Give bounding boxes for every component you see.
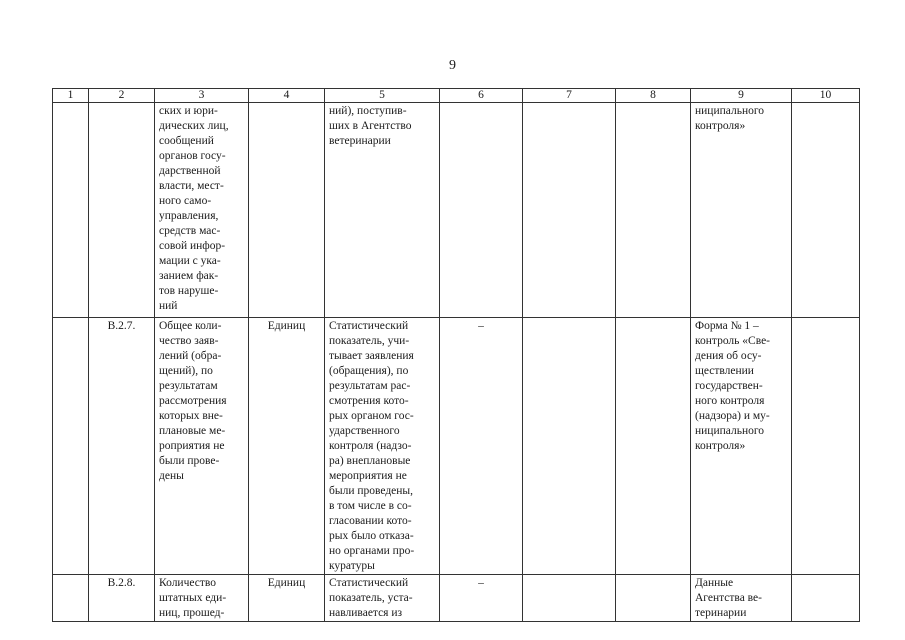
cell-col7 bbox=[523, 103, 616, 318]
cell-line: тывает заявления bbox=[329, 350, 414, 362]
cell-name bbox=[155, 318, 249, 575]
cell-line: лений (обра- bbox=[159, 350, 222, 362]
cell-line: но органами про- bbox=[329, 545, 415, 557]
header-cell: 6 bbox=[440, 89, 523, 103]
cell-line: результатам bbox=[159, 380, 218, 392]
cell-line: Агентства ве- bbox=[695, 592, 762, 604]
cell-line: были проведены, bbox=[329, 485, 414, 497]
cell-name bbox=[155, 575, 249, 622]
cell-col7 bbox=[523, 575, 616, 622]
cell-line: в том числе в со- bbox=[329, 500, 412, 512]
cell-line: показатель, уста- bbox=[329, 592, 413, 604]
cell-line: дения об осу- bbox=[695, 350, 762, 362]
cell-line: контроля» bbox=[695, 440, 746, 452]
cell-method bbox=[325, 575, 440, 622]
cell-name bbox=[155, 103, 249, 318]
cell-line: ного само- bbox=[159, 195, 212, 207]
cell-line: тов наруше- bbox=[159, 285, 219, 297]
cell-line: навливается из bbox=[329, 607, 403, 619]
header-row bbox=[53, 89, 860, 103]
cell-source bbox=[691, 318, 792, 575]
cell-line: мации с ука- bbox=[159, 255, 221, 267]
cell-line: чество заяв- bbox=[159, 335, 219, 347]
cell-line: ниц, прошед- bbox=[159, 607, 225, 619]
cell-col6: – bbox=[440, 575, 523, 622]
page-number: 9 bbox=[449, 58, 456, 73]
cell-line: плановые ме- bbox=[159, 425, 226, 437]
indicators-table bbox=[52, 88, 860, 622]
header-cell: 5 bbox=[325, 89, 440, 103]
cell-line: рых было отказа- bbox=[329, 530, 414, 542]
cell-method bbox=[325, 103, 440, 318]
cell-line: Количество bbox=[159, 577, 216, 589]
cell-source bbox=[691, 103, 792, 318]
cell-col8 bbox=[616, 103, 691, 318]
cell-col6 bbox=[440, 103, 523, 318]
cell-line: ниципального bbox=[695, 105, 765, 117]
cell-line: Данные bbox=[695, 577, 734, 589]
header-cell: 7 bbox=[523, 89, 616, 103]
cell-code: В.2.7. bbox=[89, 318, 155, 575]
cell-line: сообщений bbox=[159, 135, 214, 147]
cell-line: ниципального bbox=[695, 425, 765, 437]
cell-line: Общее коли- bbox=[159, 320, 222, 332]
cell-line: совой инфор- bbox=[159, 240, 226, 252]
cell-line: управления, bbox=[159, 210, 219, 222]
cell-line: рых органом гос- bbox=[329, 410, 414, 422]
cell-line: Форма № 1 – bbox=[695, 320, 759, 332]
cell-line: контроль «Све- bbox=[695, 335, 770, 347]
cell-line: теринарии bbox=[695, 607, 747, 619]
cell-col1 bbox=[53, 575, 89, 622]
cell-line: результатам рас- bbox=[329, 380, 411, 392]
header-cell: 8 bbox=[616, 89, 691, 103]
cell-line: дарственной bbox=[159, 165, 221, 177]
cell-source bbox=[691, 575, 792, 622]
cell-col10 bbox=[792, 318, 860, 575]
table-row bbox=[53, 575, 860, 622]
cell-line: Статистический bbox=[329, 577, 409, 589]
cell-line: роприятия не bbox=[159, 440, 225, 452]
cell-line: ра) внеплановые bbox=[329, 455, 411, 467]
header-cell: 2 bbox=[89, 89, 155, 103]
cell-col1 bbox=[53, 318, 89, 575]
cell-line: государствен- bbox=[695, 380, 763, 392]
cell-line: власти, мест- bbox=[159, 180, 224, 192]
cell-line: ществлении bbox=[695, 365, 754, 377]
cell-line: ного контроля bbox=[695, 395, 765, 407]
cell-col10 bbox=[792, 575, 860, 622]
cell-col8 bbox=[616, 318, 691, 575]
cell-col8 bbox=[616, 575, 691, 622]
cell-col7 bbox=[523, 318, 616, 575]
cell-line: дены bbox=[159, 470, 184, 482]
cell-line: ветеринарии bbox=[329, 135, 391, 147]
cell-line: Статистический bbox=[329, 320, 409, 332]
cell-line: (надзора) и му- bbox=[695, 410, 770, 422]
cell-line: средств мас- bbox=[159, 225, 221, 237]
cell-method bbox=[325, 318, 440, 575]
cell-unit: Единиц bbox=[249, 575, 325, 622]
cell-line: ний), поступив- bbox=[329, 105, 407, 117]
cell-col10 bbox=[792, 103, 860, 318]
cell-line: мероприятия не bbox=[329, 470, 407, 482]
cell-col1 bbox=[53, 103, 89, 318]
cell-col6: – bbox=[440, 318, 523, 575]
cell-line: гласовании кото- bbox=[329, 515, 412, 527]
cell-line: ских и юри- bbox=[159, 105, 218, 117]
cell-line: дических лиц, bbox=[159, 120, 229, 132]
header-cell: 10 bbox=[792, 89, 860, 103]
cell-line: органов госу- bbox=[159, 150, 226, 162]
cell-line: которых вне- bbox=[159, 410, 223, 422]
table-row bbox=[53, 103, 860, 318]
cell-code: В.2.8. bbox=[89, 575, 155, 622]
cell-line: рассмотрения bbox=[159, 395, 227, 407]
cell-unit: Единиц bbox=[249, 318, 325, 575]
header-cell: 9 bbox=[691, 89, 792, 103]
cell-line: смотрения кото- bbox=[329, 395, 409, 407]
cell-line: контроля» bbox=[695, 120, 746, 132]
cell-line: штатных еди- bbox=[159, 592, 227, 604]
cell-unit bbox=[249, 103, 325, 318]
cell-line: щений), по bbox=[159, 365, 213, 377]
cell-line: занием фак- bbox=[159, 270, 219, 282]
cell-line: контроля (надзо- bbox=[329, 440, 412, 452]
header-cell: 4 bbox=[249, 89, 325, 103]
cell-line: ших в Агентство bbox=[329, 120, 412, 132]
header-cell: 1 bbox=[53, 89, 89, 103]
cell-line: куратуры bbox=[329, 560, 375, 572]
header-cell: 3 bbox=[155, 89, 249, 103]
cell-line: были прове- bbox=[159, 455, 220, 467]
cell-line: показатель, учи- bbox=[329, 335, 410, 347]
cell-code bbox=[89, 103, 155, 318]
cell-line: (обращения), по bbox=[329, 365, 409, 377]
table-row bbox=[53, 318, 860, 575]
cell-line: ний bbox=[159, 300, 178, 312]
cell-line: ударственного bbox=[329, 425, 400, 437]
